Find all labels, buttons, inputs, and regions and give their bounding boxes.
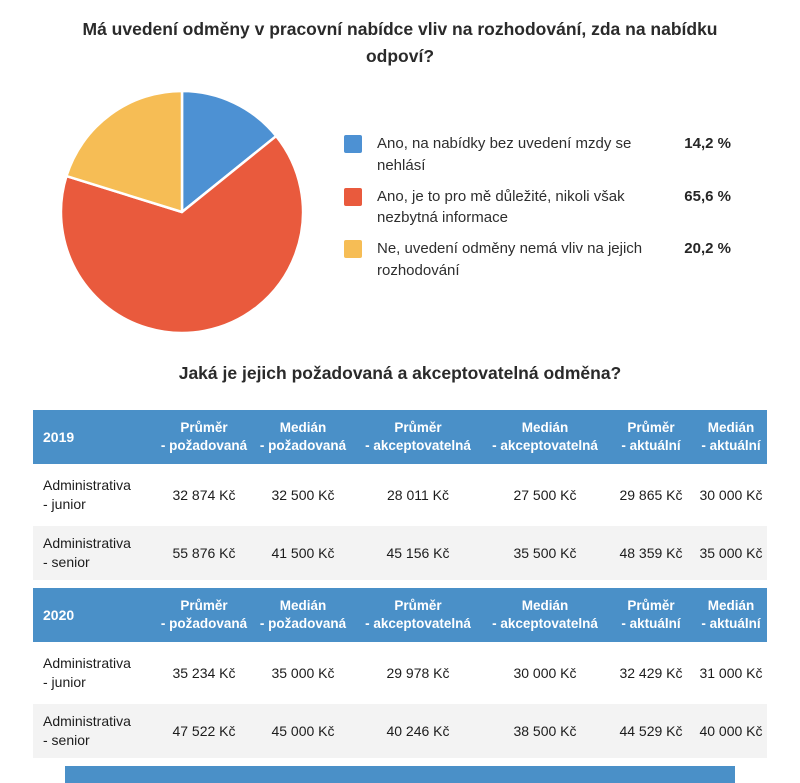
col-header-avg-current: Průměr - aktuální [621, 419, 681, 453]
value-cell: 41 500 Kč [271, 544, 335, 561]
legend-item-yes-ignore [344, 133, 743, 177]
value-cell: 32 500 Kč [271, 486, 335, 503]
legend-label: Ano, je to pro mě důležité, nikoli však nezbytná informace [377, 187, 625, 227]
legend-percent: 20,2 % [684, 240, 731, 257]
row-label: Administrativa - senior [43, 535, 131, 570]
row-label: Administrativa - junior [43, 477, 131, 512]
value-cell: 32 429 Kč [619, 664, 683, 681]
table-row-2020-junior [33, 646, 767, 700]
value-cell: 45 000 Kč [271, 722, 335, 739]
col-header-avg-requested: Průměr - požadovaná [160, 419, 248, 453]
legend-label: Ne, uvedení odměny nemá vliv na jejich rozhodování [377, 240, 643, 279]
value-cell: 55 876 Kč [172, 544, 236, 561]
legend-swatch-red [344, 188, 362, 206]
legend-swatch-yellow [344, 240, 362, 258]
col-header-median-requested: Medián - požadovaná [259, 597, 347, 631]
value-cell: 30 000 Kč [513, 664, 577, 681]
value-cell: 28 011 Kč [386, 486, 449, 503]
col-header-median-current: Medián - aktuální [701, 419, 761, 453]
row-label: Administrativa - junior [43, 655, 131, 690]
year-label: 2019 [43, 428, 75, 445]
pie-chart [56, 86, 308, 338]
col-header-median-acceptable: Medián - akceptovatelná [492, 597, 598, 631]
row-label: Administrativa - senior [43, 713, 131, 748]
value-cell: 44 529 Kč [619, 722, 683, 739]
pie-legend [344, 133, 743, 291]
table-row-2019-junior [33, 468, 767, 522]
col-header-avg-current: Průměr - aktuální [621, 597, 681, 631]
value-cell: 29 865 Kč [619, 486, 683, 503]
pie-chart-title: Má uvedení odměny v pracovní nabídce vliv na rozhodování, zda na nabídku odpoví? [82, 19, 718, 67]
table-section-title: Jaká je jejich požadovaná a akceptovatelná odměna? [178, 363, 622, 383]
year-label: 2020 [43, 606, 75, 623]
value-cell: 31 000 Kč [699, 664, 763, 681]
value-cell: 38 500 Kč [513, 722, 577, 739]
legend-percent: 65,6 % [684, 187, 731, 205]
legend-item-no-influence [344, 238, 743, 282]
col-header-median-current: Medián - aktuální [701, 597, 761, 631]
value-cell: 27 500 Kč [513, 486, 577, 503]
value-cell: 48 359 Kč [619, 544, 683, 561]
table-row-2020-senior [33, 704, 767, 758]
col-header-avg-requested: Průměr - požadovaná [160, 597, 248, 631]
value-cell: 29 978 Kč [386, 664, 450, 681]
value-cell: 40 000 Kč [699, 722, 763, 739]
salary-tables [33, 410, 767, 762]
table-row-2019-senior [33, 526, 767, 580]
legend-percent: 14,2 % [684, 135, 731, 152]
table-header-2019 [33, 410, 767, 464]
legend-label: Ano, na nabídky bez uvedení mzdy se nehlásí [377, 135, 632, 174]
col-header-avg-acceptable: Průměr - akceptovatelná [365, 419, 471, 453]
next-table-header-partial [65, 766, 735, 783]
value-cell: 30 000 Kč [699, 486, 763, 503]
value-cell: 35 234 Kč [172, 664, 236, 681]
col-header-median-requested: Medián - požadovaná [259, 419, 347, 453]
legend-swatch-blue [344, 135, 362, 153]
value-cell: 35 500 Kč [513, 544, 577, 561]
col-header-avg-acceptable: Průměr - akceptovatelná [365, 597, 471, 631]
value-cell: 35 000 Kč [699, 544, 763, 561]
value-cell: 32 874 Kč [172, 486, 236, 503]
value-cell: 35 000 Kč [271, 664, 335, 681]
table-header-2020 [33, 588, 767, 642]
col-header-median-acceptable: Medián - akceptovatelná [492, 419, 598, 453]
value-cell: 45 156 Kč [386, 544, 450, 561]
legend-item-yes-important [344, 186, 743, 230]
value-cell: 40 246 Kč [386, 722, 450, 739]
value-cell: 47 522 Kč [172, 722, 236, 739]
